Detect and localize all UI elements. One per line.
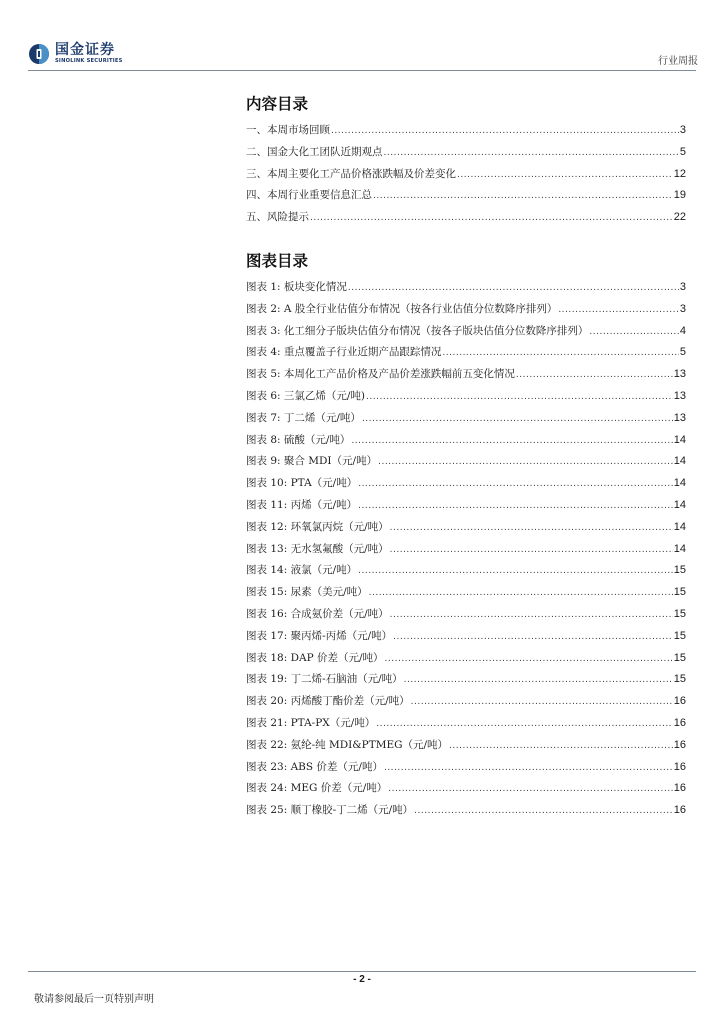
figure-entry-label: 图表 7: 丁二烯（元/吨） bbox=[246, 411, 361, 424]
figure-entry-label: 图表 12: 环氧氯丙烷（元/吨） bbox=[246, 520, 389, 533]
figure-entry[interactable] bbox=[246, 778, 686, 800]
page-number: - 2 - bbox=[353, 974, 371, 985]
toc-content bbox=[246, 92, 686, 822]
toc-entry[interactable] bbox=[246, 164, 686, 186]
figure-entry-label: 图表 20: 丙烯酸丁酯价差（元/吨） bbox=[246, 695, 410, 708]
figure-entry-label: 图表 16: 合成氨价差（元/吨） bbox=[246, 607, 389, 620]
figure-entry-label: 图表 22: 氨纶-纯 MDI&PTMEG（元/吨） bbox=[246, 738, 449, 751]
figure-entry-label: 图表 14: 液氯（元/吨） bbox=[246, 564, 358, 577]
toc-entry-label: 三、本周主要化工产品价格涨跌幅及价差变化 bbox=[246, 167, 456, 180]
figure-entry-page-number: 15 bbox=[673, 564, 686, 577]
dot-leader bbox=[369, 583, 673, 605]
figure-entry-page-number: 16 bbox=[673, 782, 686, 795]
figure-entry-page-number: 16 bbox=[673, 760, 686, 773]
figure-entry[interactable] bbox=[246, 560, 686, 582]
dot-leader bbox=[358, 474, 673, 496]
figure-entry-label: 图表 21: PTA-PX（元/吨） bbox=[246, 716, 376, 729]
figure-entry-page-number: 15 bbox=[673, 651, 686, 664]
figure-entry[interactable] bbox=[246, 582, 686, 604]
figure-entry-page-number: 15 bbox=[673, 586, 686, 599]
figure-entry[interactable] bbox=[246, 495, 686, 517]
figure-entry-label: 图表 8: 硫酸（元/吨） bbox=[246, 433, 351, 446]
dot-leader bbox=[516, 365, 673, 387]
page-header bbox=[0, 0, 724, 72]
figure-entry-label: 图表 11: 丙烯（元/吨） bbox=[246, 498, 358, 511]
figure-entry[interactable] bbox=[246, 473, 686, 495]
dot-leader bbox=[376, 714, 672, 736]
dot-leader bbox=[449, 736, 673, 758]
contents-title: 内容目录 bbox=[246, 95, 309, 113]
figure-entry[interactable] bbox=[246, 451, 686, 473]
dot-leader bbox=[348, 278, 679, 300]
toc-entry[interactable] bbox=[246, 142, 686, 164]
toc-entry-label: 二、国金大化工团队近期观点 bbox=[246, 145, 383, 158]
dot-leader bbox=[457, 165, 673, 187]
toc-entry[interactable] bbox=[246, 207, 686, 229]
figure-entry-page-number: 16 bbox=[673, 738, 686, 751]
figure-entry[interactable] bbox=[246, 539, 686, 561]
dot-leader bbox=[404, 670, 673, 692]
figure-entry[interactable] bbox=[246, 299, 686, 321]
figure-entry-label: 图表 6: 三氯乙烯（元/吨) bbox=[246, 389, 366, 402]
figure-entry[interactable] bbox=[246, 604, 686, 626]
dot-leader bbox=[373, 186, 673, 208]
figure-entry-label: 图表 23: ABS 价差（元/吨） bbox=[246, 760, 383, 773]
figure-entry-page-number: 14 bbox=[673, 520, 686, 533]
figure-entry-page-number: 13 bbox=[673, 411, 686, 424]
figure-entry-label: 图表 17: 聚丙烯-丙烯（元/吨） bbox=[246, 629, 393, 642]
figure-entry[interactable] bbox=[246, 321, 686, 343]
figure-entry-page-number: 14 bbox=[673, 433, 686, 446]
dot-leader bbox=[310, 208, 673, 230]
figure-entry-label: 图表 25: 顺丁橡胶-丁二烯（元/吨） bbox=[246, 804, 414, 817]
figure-entry-label: 图表 1: 板块变化情况 bbox=[246, 280, 347, 293]
figure-entry-page-number: 14 bbox=[673, 498, 686, 511]
toc-entry-page-number: 5 bbox=[679, 145, 686, 158]
figure-entry-page-number: 16 bbox=[673, 804, 686, 817]
figure-entry-page-number: 15 bbox=[673, 607, 686, 620]
toc-entry-page-number: 12 bbox=[673, 167, 686, 180]
figure-entry-page-number: 3 bbox=[679, 302, 686, 315]
dot-leader bbox=[358, 496, 673, 518]
figure-entry[interactable] bbox=[246, 735, 686, 757]
toc-entry-label: 五、风险提示 bbox=[246, 211, 309, 224]
figure-entry-label: 图表 19: 丁二烯-石脑油（元/吨） bbox=[246, 673, 403, 686]
dot-leader bbox=[362, 409, 673, 431]
figure-entry-page-number: 3 bbox=[679, 280, 686, 293]
logo-chinese-name: 国金证券 bbox=[55, 42, 115, 59]
figure-entry-label: 图表 18: DAP 价差（元/吨） bbox=[246, 651, 384, 664]
dot-leader bbox=[385, 649, 673, 671]
dot-leader bbox=[378, 452, 673, 474]
figure-entry-page-number: 15 bbox=[673, 629, 686, 642]
dot-leader bbox=[331, 121, 679, 143]
figure-entry[interactable] bbox=[246, 364, 686, 386]
figures-list bbox=[246, 277, 686, 822]
figure-entry-label: 图表 9: 聚合 MDI（元/吨） bbox=[246, 455, 378, 468]
dot-leader bbox=[366, 387, 673, 409]
dot-leader bbox=[384, 758, 673, 780]
header-divider bbox=[28, 70, 696, 71]
figure-entry[interactable] bbox=[246, 691, 686, 713]
figure-entry[interactable] bbox=[246, 408, 686, 430]
figure-entry[interactable] bbox=[246, 277, 686, 299]
figure-entry-page-number: 16 bbox=[673, 716, 686, 729]
figure-entry[interactable] bbox=[246, 430, 686, 452]
figures-title: 图表目录 bbox=[246, 251, 309, 270]
figure-entry-label: 图表 4: 重点覆盖子行业近期产品跟踪情况 bbox=[246, 346, 442, 359]
figure-entry-page-number: 16 bbox=[673, 695, 686, 708]
figure-entry[interactable] bbox=[246, 386, 686, 408]
toc-entry-page-number: 22 bbox=[673, 211, 686, 224]
logo-mark-icon bbox=[28, 43, 50, 65]
figure-entry-label: 图表 15: 尿素（美元/吨） bbox=[246, 586, 368, 599]
footer-divider bbox=[28, 971, 696, 972]
figure-entry-page-number: 4 bbox=[679, 324, 686, 337]
figure-entry[interactable] bbox=[246, 626, 686, 648]
figure-entry[interactable] bbox=[246, 800, 686, 822]
dot-leader bbox=[390, 605, 673, 627]
dot-leader bbox=[393, 627, 673, 649]
dot-leader bbox=[358, 561, 673, 583]
figure-entry-label: 图表 2: A 股全行业估值分布情况（按各行业估值分位数降序排列） bbox=[246, 302, 558, 315]
toc-entry-page-number: 19 bbox=[673, 189, 686, 202]
toc-entry-label: 一、本周市场回顾 bbox=[246, 124, 330, 136]
figure-entry-label: 图表 13: 无水氢氟酸（元/吨） bbox=[246, 542, 389, 555]
figure-entry[interactable] bbox=[246, 669, 686, 691]
toc-entry-page-number: 3 bbox=[679, 124, 686, 136]
figure-entry-label: 图表 10: PTA（元/吨） bbox=[246, 477, 358, 490]
dot-leader bbox=[442, 343, 678, 365]
figure-entry[interactable] bbox=[246, 713, 686, 735]
figure-entry-page-number: 13 bbox=[673, 368, 686, 381]
dot-leader bbox=[589, 322, 678, 344]
logo-english-name: SINOLINK SECURITIES bbox=[55, 58, 123, 65]
dot-leader bbox=[351, 431, 672, 453]
dot-leader bbox=[388, 779, 672, 801]
dot-leader bbox=[390, 540, 673, 562]
figure-entry[interactable] bbox=[246, 648, 686, 670]
figure-entry-label: 图表 5: 本周化工产品价格及产品价差涨跌幅前五变化情况 bbox=[246, 368, 515, 381]
figure-entry-page-number: 14 bbox=[673, 477, 686, 490]
toc-entry[interactable] bbox=[246, 120, 686, 142]
figure-entry[interactable] bbox=[246, 757, 686, 779]
toc-entry-label: 四、本周行业重要信息汇总 bbox=[246, 189, 372, 202]
figure-entry[interactable] bbox=[246, 517, 686, 539]
figure-entry-page-number: 15 bbox=[673, 673, 686, 686]
dot-leader bbox=[414, 801, 673, 823]
disclaimer-text: 敬请参阅最后一页特别声明 bbox=[34, 994, 154, 1005]
dot-leader bbox=[558, 300, 679, 322]
figure-entry-label: 图表 3: 化工细分子版块估值分布情况（按各子版块估值分位数降序排列） bbox=[246, 324, 589, 337]
figure-entry-page-number: 13 bbox=[673, 389, 686, 402]
figure-entry-page-number: 14 bbox=[673, 455, 686, 468]
figure-entry-page-number: 5 bbox=[679, 346, 686, 359]
contents-list bbox=[246, 120, 686, 229]
dot-leader bbox=[384, 143, 679, 165]
dot-leader bbox=[411, 692, 673, 714]
toc-entry[interactable] bbox=[246, 185, 686, 207]
figure-entry-label: 图表 24: MEG 价差（元/吨） bbox=[246, 782, 388, 795]
report-type-label: 行业周报 bbox=[658, 56, 698, 67]
dot-leader bbox=[390, 518, 673, 540]
figure-entry[interactable] bbox=[246, 342, 686, 364]
figure-entry-page-number: 14 bbox=[673, 542, 686, 555]
company-logo bbox=[28, 42, 123, 66]
